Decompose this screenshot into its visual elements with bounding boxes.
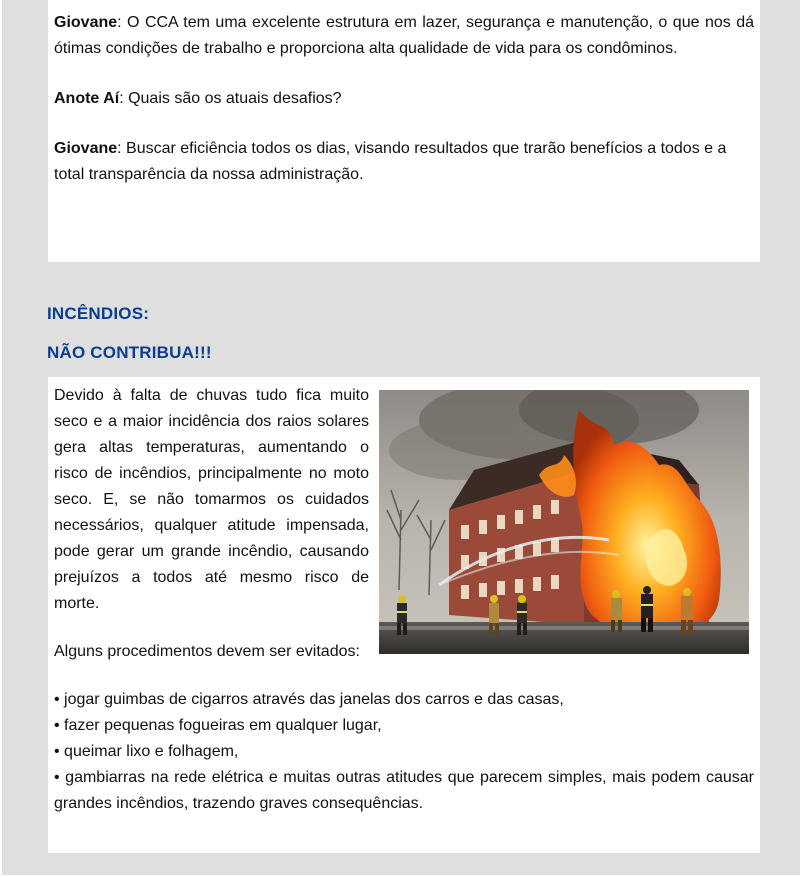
- speaker-name: Giovane: [54, 140, 118, 157]
- fire-article-card: [48, 377, 760, 853]
- speaker-name: Giovane: [54, 14, 118, 31]
- answer-text-continued: total transparência da nossa administração.: [54, 166, 364, 183]
- answer-text: : Buscar eficiência todos os dias, visando resultados que trarão benefícios a todos e a: [117, 140, 727, 157]
- procedures-lead: Alguns procedimentos devem ser evitados:: [54, 643, 360, 660]
- list-item: • queimar lixo e folhagem,: [54, 743, 239, 760]
- procedures-list: [54, 687, 754, 817]
- answer-paragraph-2: [54, 136, 754, 188]
- list-item: • fazer pequenas fogueiras em qualquer lugar,: [54, 717, 382, 734]
- burning-building-photo: [379, 390, 749, 654]
- page-background: [2, 0, 800, 875]
- list-item: • jogar guimbas de cigarros através das janelas dos carros e das casas,: [54, 691, 564, 708]
- answer-text: : O CCA tem uma excelente estrutura em lazer, segurança e manutenção, o que nos dá ótimas condições de trabalho e proporciona alta qualidade de vida para os condôminos.: [54, 14, 754, 57]
- list-item: • gambiarras na rede elétrica e muitas outras atitudes que parecem simples, mais podem causar grandes incêndios, trazendo graves consequências.: [54, 769, 754, 812]
- section-subheading: NÃO CONTRIBUA!!!: [47, 343, 212, 362]
- question-paragraph: [54, 86, 754, 112]
- interviewer-name: Anote Aí: [54, 90, 120, 107]
- fire-intro-paragraph: Devido à falta de chuvas tudo fica muito seco e a maior incidência dos raios solares gera altas temperaturas, aumentando o risco de incêndios, principalmente no moto seco. E, se não tomarmos os cuidados necessários, qualquer atitude impensada, pode gerar um grande incêndio, causando prejuízos a todos até mesmo risco de morte.: [54, 387, 369, 612]
- question-text: : Quais são os atuais desafios?: [119, 90, 342, 107]
- interview-card: [48, 0, 760, 262]
- section-heading: INCÊNDIOS:: [47, 304, 150, 323]
- answer-paragraph-1: [54, 10, 754, 62]
